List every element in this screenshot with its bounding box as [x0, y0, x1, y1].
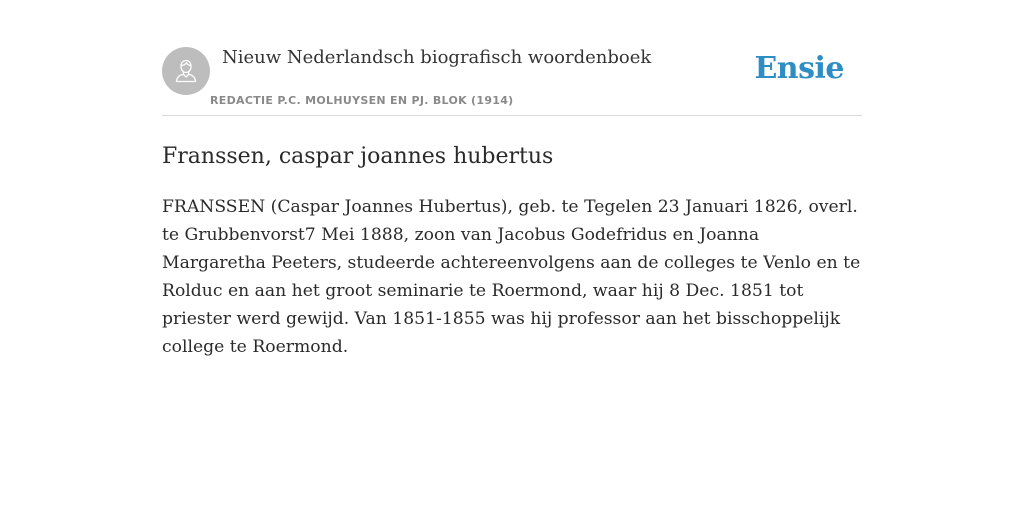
avatar[interactable] — [162, 47, 210, 95]
entry-body: FRANSSEN (Caspar Joannes Hubertus), geb. te Tegelen 23 Januari 1826, overl. te Grubbenvorst7 Mei 1888, zoon van Jacobus Godefridus en Joanna Margaretha Peeters, studeerde achtereenvolgens aan de colleges te Venlo en te Rolduc en aan het groot seminarie te Roermond, waar hij 8 Dec. 1851 tot priester werd gewijd. Van 1851-1855 was hij professor aan het bisschoppelijk college te Roermond. — [162, 197, 861, 357]
source-title[interactable]: Nieuw Nederlandsch biografisch woordenboek — [222, 47, 652, 68]
source-editor: REDACTIE P.C. MOLHUYSEN EN PJ. BLOK (1914) — [210, 94, 514, 107]
user-silhouette-icon — [171, 56, 201, 86]
page-container — [162, 0, 862, 361]
ensie-logo[interactable]: Ensie — [754, 51, 844, 86]
source-header — [162, 0, 862, 116]
entry-title: Franssen, caspar joannes hubertus — [162, 144, 554, 169]
